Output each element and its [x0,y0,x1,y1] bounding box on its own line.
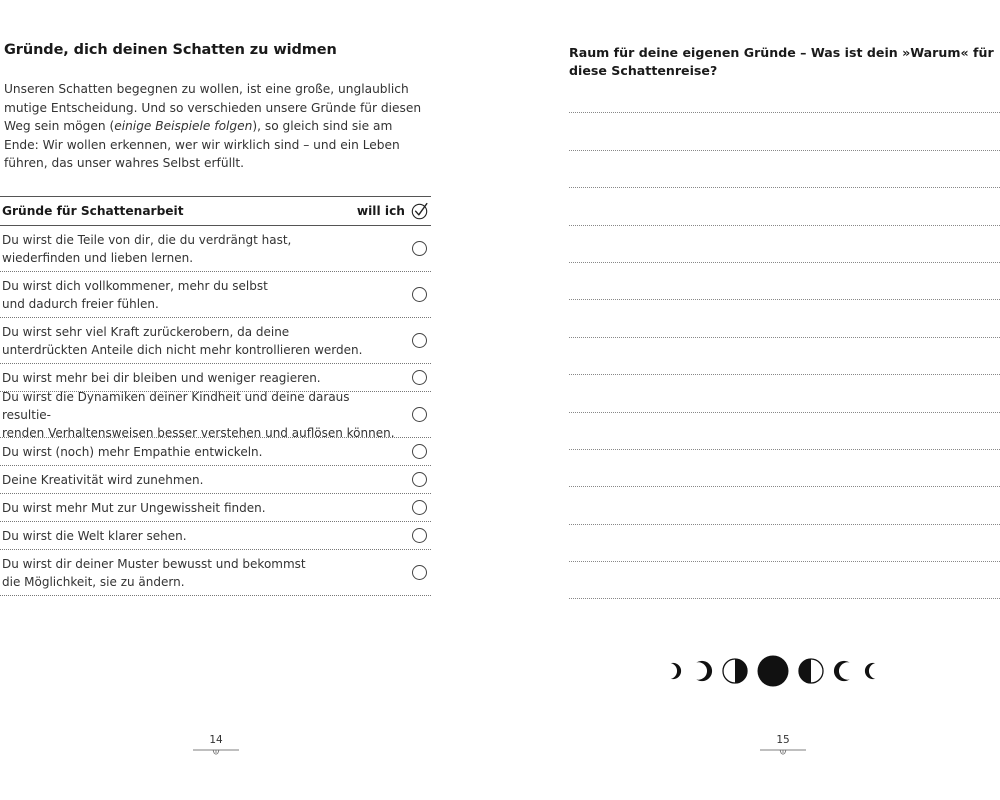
table-header-reasons: Gründe für Schattenarbeit [2,204,184,218]
table-row [0,494,431,522]
reason-radio[interactable] [412,241,427,256]
page-ornament-icon [193,748,239,756]
will-label: will ich [356,204,405,218]
table-header-will [357,202,429,220]
reason-radio[interactable] [412,472,427,487]
intro-paragraph [4,80,429,173]
writing-line[interactable] [569,450,1000,487]
checkmark-circle-icon [411,202,429,220]
reason-text: Du wirst die Dynamiken deiner Kindheit und deine daraus resultie- renden Verhaltensweisen besser verstehen und auflösen können. [2,389,395,440]
right-page [560,0,1000,800]
reason-radio[interactable] [412,565,427,580]
reason-text: Du wirst (noch) mehr Empathie entwickeln. [2,444,263,459]
writing-line[interactable] [569,413,1000,450]
reason-radio[interactable] [412,370,427,385]
waxing-crescent-moon-icon [864,662,882,680]
writing-line[interactable] [569,151,1000,188]
writing-line[interactable] [569,226,1000,263]
page-ornament-icon [760,748,806,756]
reason-text: Du wirst die Teile von dir, die du verdrängt hast, wiederfinden und lieben lernen. [2,232,292,265]
intro-text-italic: einige Beispiele folgen [114,119,253,134]
table-row [0,438,431,466]
page-number-left [191,734,241,756]
reason-text: Du wirst die Welt klarer sehen. [2,528,187,543]
writing-line[interactable] [569,562,1000,599]
table-row [0,466,431,494]
writing-line[interactable] [569,300,1000,337]
writing-line[interactable] [569,338,1000,375]
reason-text: Du wirst sehr viel Kraft zurückerobern, da deine unterdrückten Anteile dich nicht mehr kontrollieren werden. [2,324,363,357]
half-moon-icon [722,658,748,684]
moon-phases [664,655,882,687]
reason-radio[interactable] [412,500,427,515]
writing-line[interactable] [569,76,1000,113]
table-row [0,550,431,596]
question-heading: Raum für deine eigenen Gründe – Was ist dein »Warum« für diese Schattenreise? [569,45,994,78]
reason-radio[interactable] [412,528,427,543]
reason-radio[interactable] [412,407,427,422]
section-heading: Gründe, dich deinen Schatten zu widmen [4,42,337,58]
half-moon-icon [798,658,824,684]
reason-text: Du wirst mehr bei dir bleiben und weniger reagieren. [2,370,321,385]
reason-text: Du wirst dir deiner Muster bewusst und bekommst die Möglichkeit, sie zu ändern. [2,556,306,589]
intro-text-1: Unseren Schatten begegnen zu wollen, ist eine große, unglaublich mutige Entscheidung. Und so verschieden unsere Gründe für diesen Weg sein mögen ( [4,82,422,134]
reason-text: Du wirst mehr Mut zur Ungewissheit finden. [2,500,266,515]
writing-line[interactable] [569,375,1000,412]
writing-line[interactable] [569,487,1000,524]
reason-text: Deine Kreativität wird zunehmen. [2,472,204,487]
reason-radio[interactable] [412,333,427,348]
writing-line[interactable] [569,188,1000,225]
reason-radio[interactable] [412,444,427,459]
writing-lines [569,76,1000,599]
table-row [0,226,431,272]
waning-crescent-moon-icon [691,660,713,682]
table-row [0,389,431,440]
page-number-right [758,734,808,756]
writing-line[interactable] [569,113,1000,150]
table-row [0,522,431,550]
writing-line[interactable] [569,263,1000,300]
waning-crescent-moon-icon [664,662,682,680]
writing-line[interactable] [569,525,1000,562]
full-moon-icon [757,655,789,687]
intro-text-2: ), so gleich sind sie am Ende: Wir wollen erkennen, wer wir wirklich sind – und ein Leben führen, das unser wahres Selbst erfüllt. [4,119,400,171]
table-row [0,318,431,364]
reasons-table [0,196,431,596]
table-row [0,272,431,318]
left-page [0,0,440,800]
waxing-crescent-moon-icon [833,660,855,682]
reason-text: Du wirst dich vollkommener, mehr du selbst und dadurch freier fühlen. [2,278,268,311]
table-header [0,197,431,226]
reason-radio[interactable] [412,287,427,302]
page-number-text: 15 [776,734,790,746]
page-number-text: 14 [209,734,223,746]
